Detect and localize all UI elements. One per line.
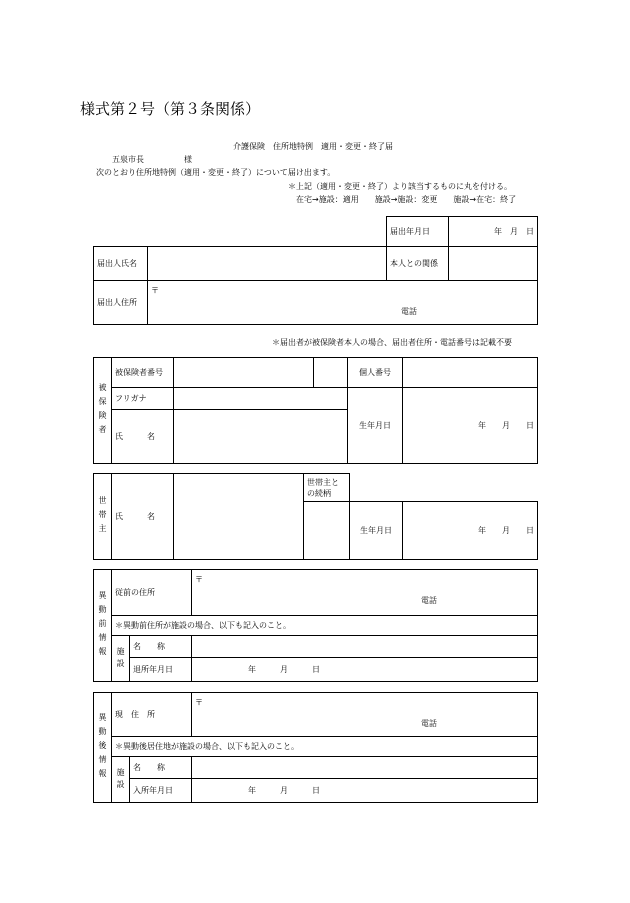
householder-table xyxy=(93,473,538,560)
phone-label: 電話 xyxy=(401,307,417,316)
gap-cell xyxy=(314,358,348,388)
insured-number-label: 被保険者番号 xyxy=(112,358,174,388)
householder-relation-label: 世帯主との続柄 xyxy=(304,474,350,502)
postal-mark: 〒 xyxy=(195,575,203,584)
applicant-address-field[interactable] xyxy=(148,281,538,325)
blank-cell xyxy=(94,217,387,247)
note-self: ＊届出者が被保険者本人の場合、届出者住所・電話番号は記載不要 xyxy=(272,338,512,347)
after-facility-name-field[interactable] xyxy=(192,757,538,779)
note-cases: 在宅→施設：適用 施設→施設：変更 施設→在宅：終了 xyxy=(296,195,517,204)
applicant-name-label: 届出人氏名 xyxy=(94,247,148,281)
before-address-label: 従前の住所 xyxy=(112,570,192,616)
intro-text: 次のとおり住所地特例（適用・変更・終了）について届け出ます。 xyxy=(96,168,336,177)
insured-table xyxy=(93,357,538,464)
householder-name-label: 氏 名 xyxy=(112,474,174,560)
applicant-address-label: 届出人住所 xyxy=(94,281,148,325)
before-facility-label: 施設 xyxy=(112,636,130,682)
before-facility-name-field[interactable] xyxy=(192,636,538,658)
before-date-label: 退所年月日 xyxy=(130,658,192,682)
after-date-label: 入所年月日 xyxy=(130,779,192,803)
householder-section-label: 世帯主 xyxy=(94,474,112,560)
after-facility-label: 施設 xyxy=(112,757,130,803)
after-move-table xyxy=(93,692,538,803)
personal-number-label: 個人番号 xyxy=(348,358,403,388)
personal-number-boxes[interactable] xyxy=(403,358,538,388)
filing-date-label: 届出年月日 xyxy=(387,217,449,247)
after-facility-note: ＊異動後居住地が施設の場合、以下も記入のこと。 xyxy=(112,737,538,757)
householder-relation-field[interactable] xyxy=(304,502,350,560)
form-number: 様式第２号（第３条関係） xyxy=(80,100,261,118)
insured-name-field[interactable] xyxy=(174,410,348,464)
after-address-label: 現 住 所 xyxy=(112,693,192,737)
blank-cell xyxy=(350,474,538,502)
addressee: 五泉市長 様 xyxy=(112,155,192,164)
before-section-label: 異動前情報 xyxy=(94,570,112,682)
filing-date-field[interactable]: 年 月 日 xyxy=(449,217,538,247)
before-move-table xyxy=(93,569,538,682)
document-title: 介護保険 住所地特例 適用・変更・終了届 xyxy=(233,142,393,151)
after-date-field[interactable]: 年 月 日 xyxy=(192,779,538,803)
furigana-field[interactable] xyxy=(174,388,348,410)
furigana-label: フリガナ xyxy=(112,388,174,410)
householder-name-field[interactable] xyxy=(174,474,304,560)
before-facility-note: ＊異動前住所が施設の場合、以下も記入のこと。 xyxy=(112,616,538,636)
phone-label: 電話 xyxy=(421,719,437,728)
relation-field[interactable] xyxy=(449,247,538,281)
insured-birth-field[interactable]: 年 月 日 xyxy=(403,388,538,464)
phone-label: 電話 xyxy=(421,596,437,605)
applicant-table xyxy=(93,216,538,325)
postal-mark: 〒 xyxy=(195,698,203,707)
after-section-label: 異動後情報 xyxy=(94,693,112,803)
note-circle: ＊上記（適用・変更・終了）より該当するものに丸を付ける。 xyxy=(288,182,512,191)
after-address-field[interactable] xyxy=(192,693,538,737)
householder-birth-field[interactable]: 年 月 日 xyxy=(403,502,538,560)
after-facility-name-label: 名 称 xyxy=(130,757,192,779)
insured-name-label: 氏 名 xyxy=(112,410,174,464)
householder-birth-label: 生年月日 xyxy=(350,502,403,560)
applicant-name-field[interactable] xyxy=(148,247,387,281)
insured-number-boxes[interactable] xyxy=(174,358,314,388)
relation-label: 本人との関係 xyxy=(387,247,449,281)
insured-section-label: 被保険者 xyxy=(94,358,112,464)
before-facility-name-label: 名 称 xyxy=(130,636,192,658)
postal-mark: 〒 xyxy=(151,286,159,295)
insured-birth-label: 生年月日 xyxy=(348,388,403,464)
before-date-field[interactable]: 年 月 日 xyxy=(192,658,538,682)
before-address-field[interactable] xyxy=(192,570,538,616)
